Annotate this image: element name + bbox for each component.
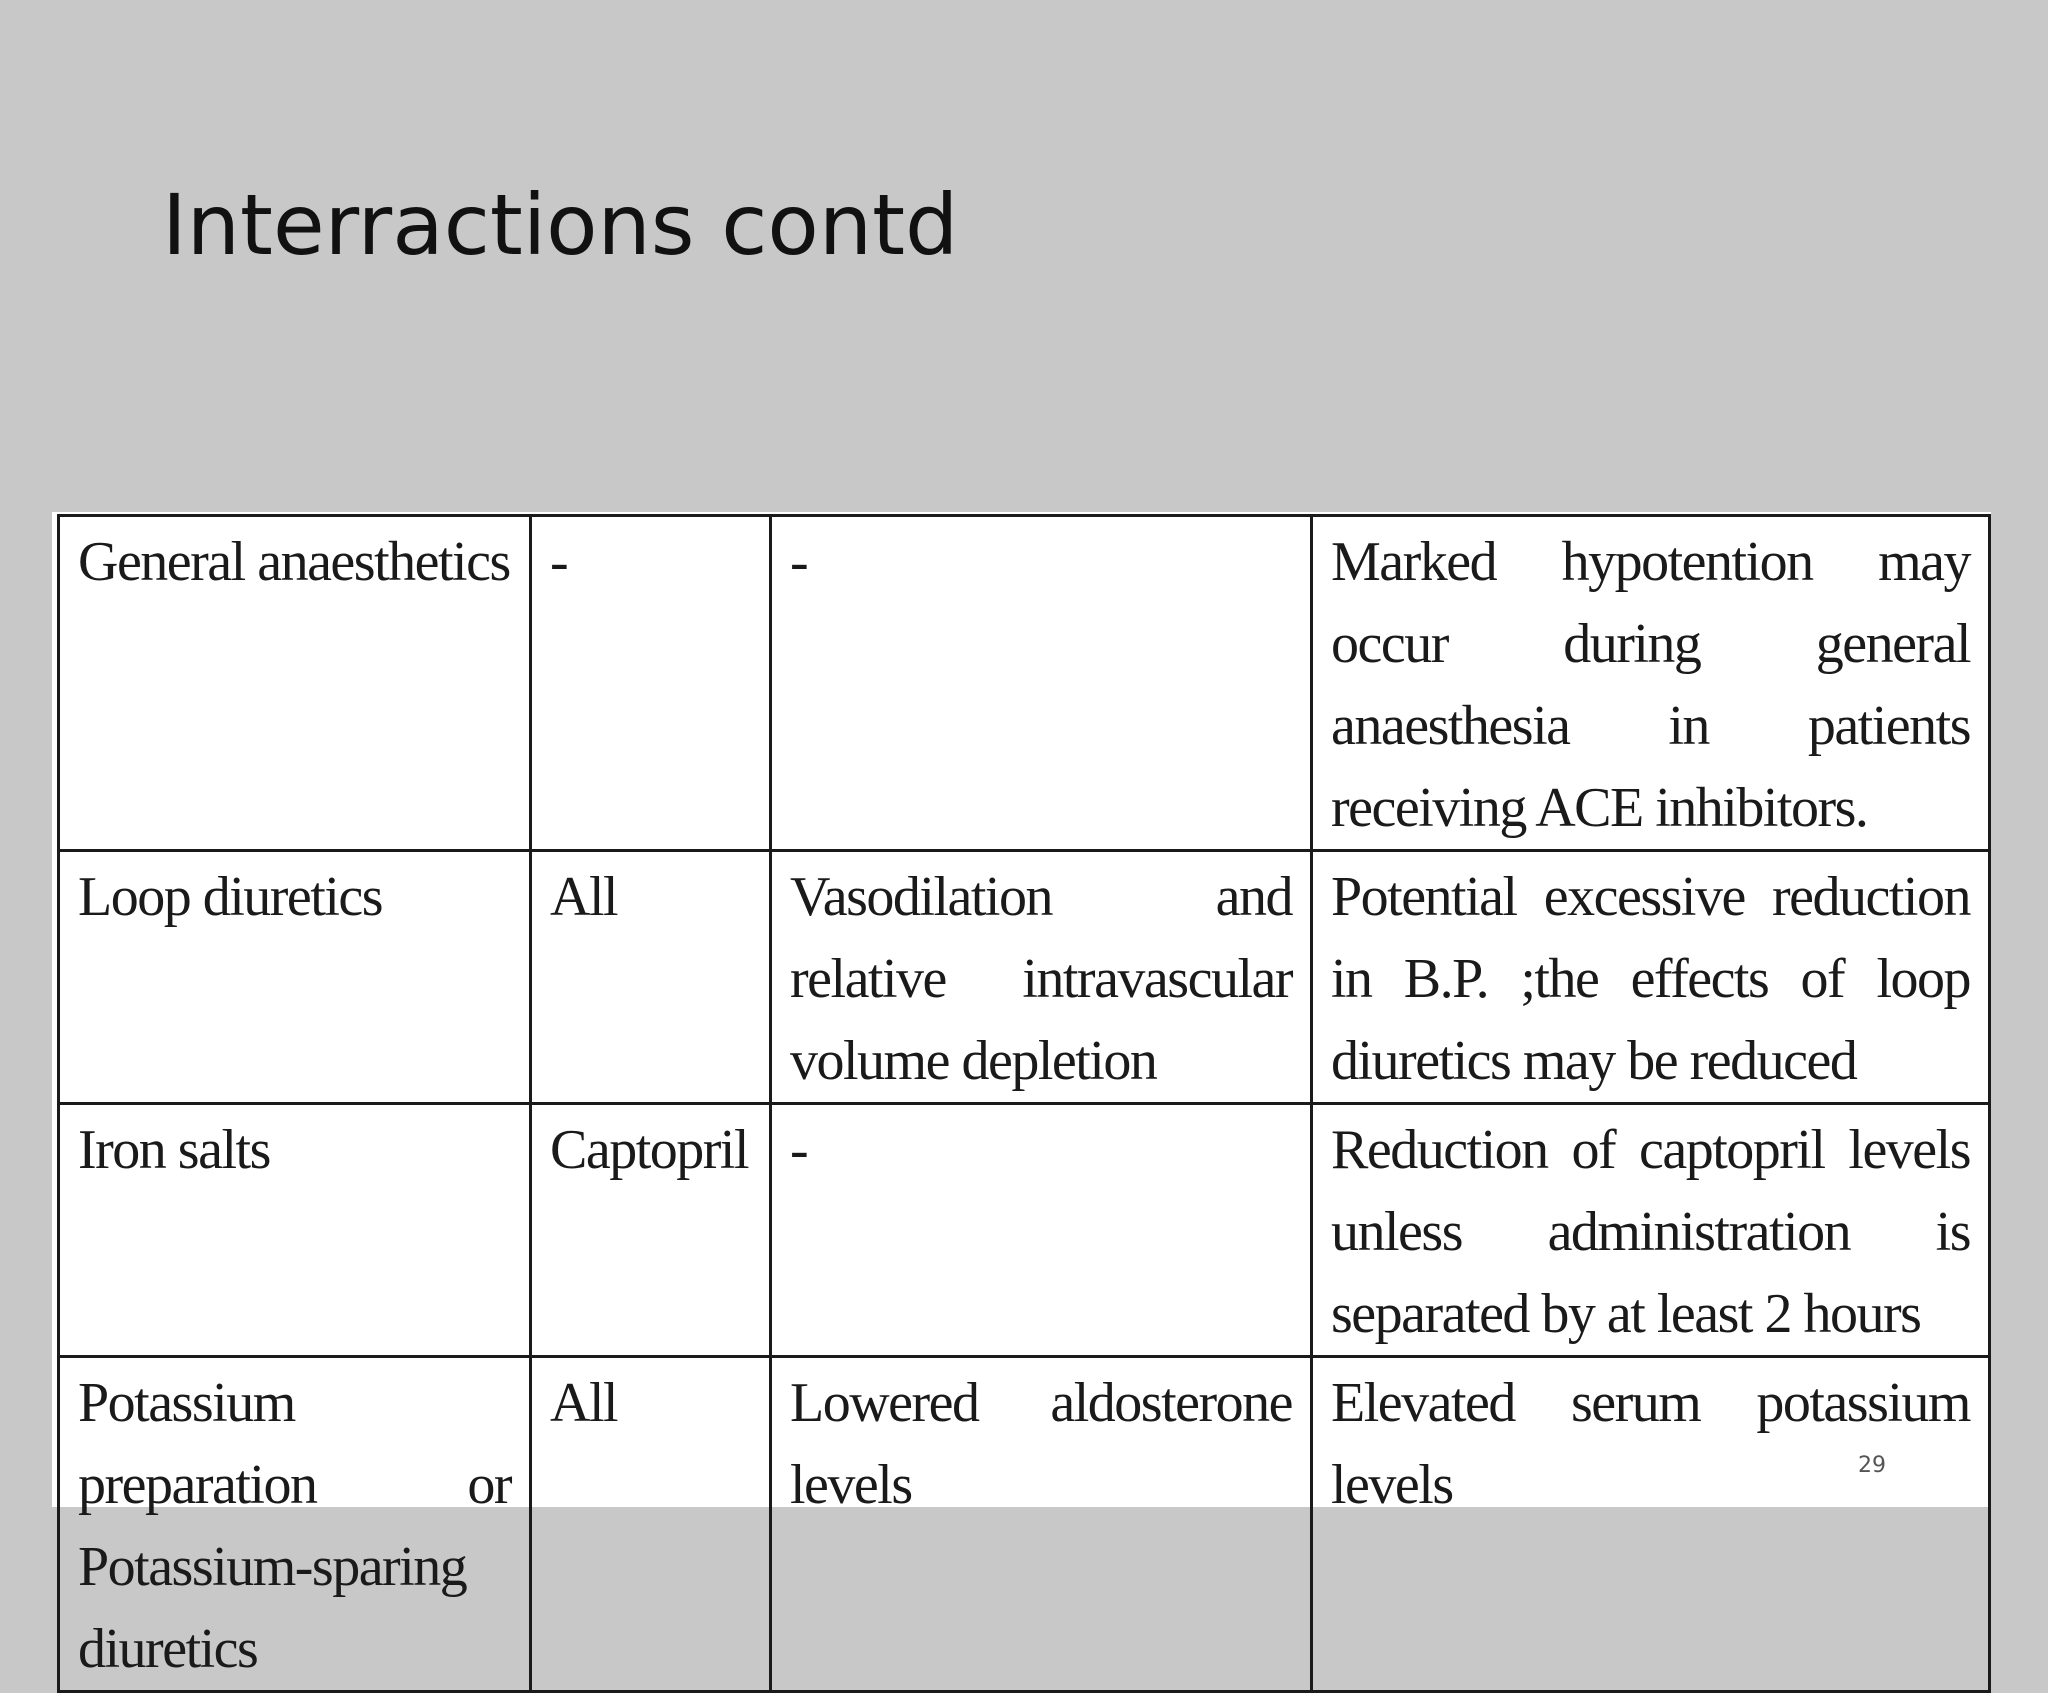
page-number: 29 (1858, 1453, 1886, 1478)
ace-inhibitor-cell: All (531, 851, 771, 1104)
ace-inhibitor-cell: Captopril (531, 1104, 771, 1357)
drug-cell: Loop diuretics (59, 851, 531, 1104)
effect-cell: Reduction of captopril levels unless administration is separated by at least 2 hours (1312, 1104, 1990, 1357)
interactions-table-image (52, 512, 1991, 1680)
mechanism-cell: - (771, 1104, 1312, 1357)
mechanism-cell: - (771, 516, 1312, 851)
table-row (59, 1357, 1990, 1692)
table-row (59, 1104, 1990, 1357)
effect-cell: Marked hypotention may occur during general anaesthesia in patients receiving ACE inhibitors. (1312, 516, 1990, 851)
effect-cell: Elevated serum potassium levels (1312, 1357, 1990, 1692)
drug-cell: General anaesthetics (59, 516, 531, 851)
table-row (59, 851, 1990, 1104)
ace-inhibitor-cell: All (531, 1357, 771, 1692)
mechanism-cell: Lowered aldosterone levels (771, 1357, 1312, 1692)
drug-cell: Iron salts (59, 1104, 531, 1357)
drug-cell: Potassium preparation or Potassium-sparing diuretics (59, 1357, 531, 1692)
interactions-table (57, 514, 1991, 1693)
table-row (59, 516, 1990, 851)
mechanism-cell: Vasodilation and relative intravascular volume depletion (771, 851, 1312, 1104)
ace-inhibitor-cell: - (531, 516, 771, 851)
slide-title: Interractions contd (162, 176, 959, 274)
effect-cell: Potential excessive reduction in B.P. ;the effects of loop diuretics may be reduced (1312, 851, 1990, 1104)
